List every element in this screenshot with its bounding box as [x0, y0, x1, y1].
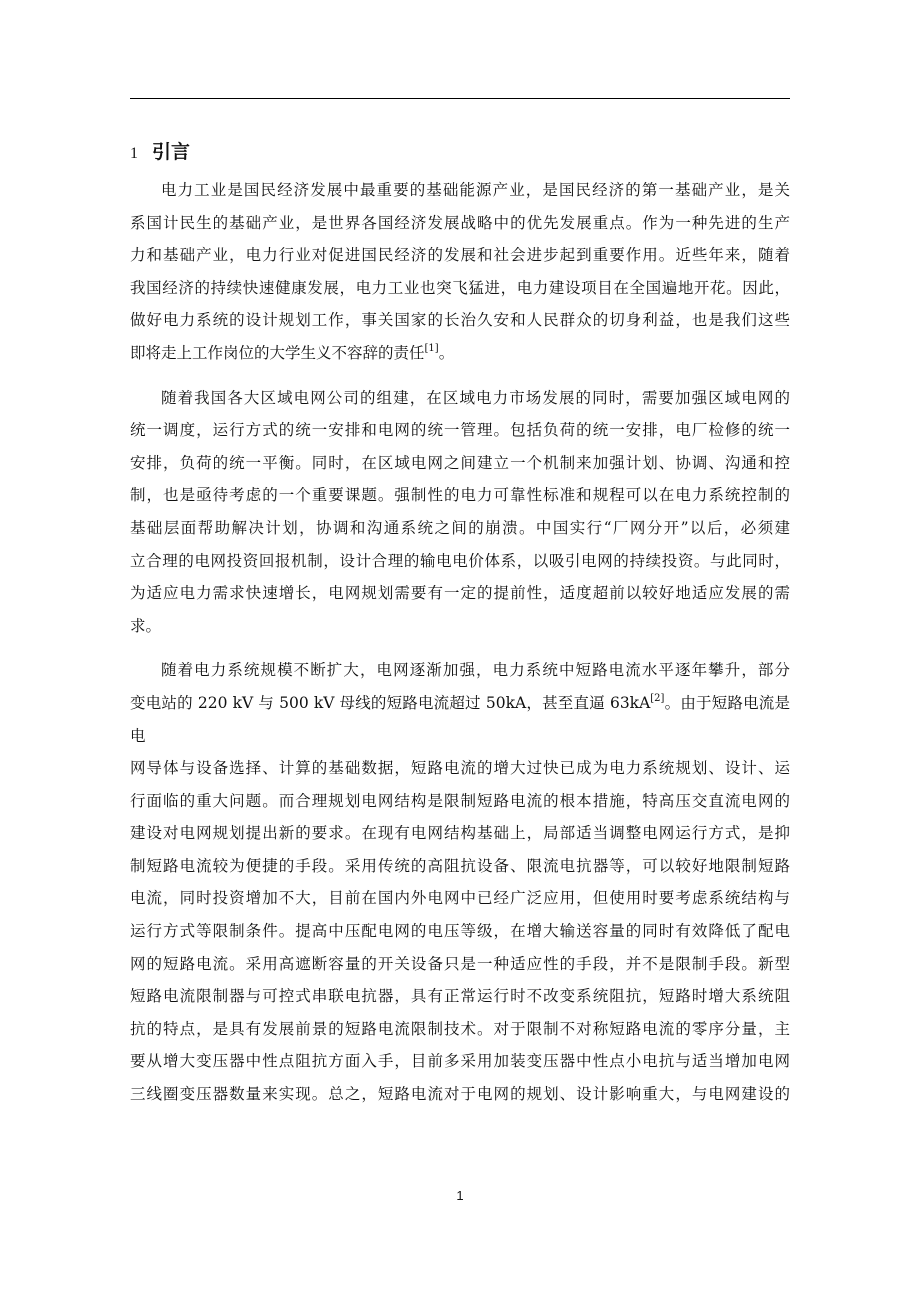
paragraph-line: 电流，同时投资增加不大，目前在国内外电网中已经广泛应用，但使用时要考虑系统结构与 [130, 889, 790, 908]
paragraph-3 [130, 654, 790, 1110]
section-number: 1 [130, 145, 138, 162]
paragraph-line: 我国经济的持续快速健康发展，电力工业也突飞猛进，电力建设项目在全国遍地开花。因此， [130, 278, 790, 297]
paragraph-line: 做好电力系统的设计规划工作，事关国家的长治久安和人民群众的切身利益，也是我们这些 [130, 311, 790, 330]
page-number: 1 [456, 1188, 464, 1203]
paragraph-line-text: 变电站的 220 kV 与 500 kV 母线的短路电流超过 50kA，甚至直逼 63kA [130, 693, 651, 712]
body-text [130, 174, 790, 1123]
paragraph-line-tail: 。 [438, 343, 455, 362]
paragraph-line: 统一调度，运行方式的统一安排和电网的统一管理。包括负荷的统一安排，电厂检修的统一 [130, 421, 790, 440]
paragraph-line: 随着我国各大区域电网公司的组建，在区域电力市场发展的同时，需要加强区域电网的 [161, 388, 790, 407]
section-heading [130, 138, 190, 168]
paragraph-line: 行面临的重大问题。而合理规划电网结构是限制短路电流的根本措施，特高压交直流电网的 [130, 791, 790, 810]
paragraph-line: 系国计民生的基础产业，是世界各国经济发展战略中的优先发展重点。作为一种先进的生产 [130, 213, 790, 232]
paragraph-1 [130, 174, 790, 370]
paragraph-line: 求。 [130, 616, 162, 635]
paragraph-line: 运行方式等限制条件。提高中压配电网的电压等级，在增大输送容量的同时有效降低了配电 [130, 922, 790, 941]
citation-ref-2[interactable]: [2] [650, 692, 665, 704]
paragraph-line: 安排，负荷的统一平衡。同时，在区域电网之间建立一个机制来加强计划、协调、沟通和控 [130, 453, 790, 472]
paragraph-line: 力和基础产业，电力行业对促进国民经济的发展和社会进步起到重要作用。近些年来，随着 [130, 246, 790, 265]
paragraph-line: 建设对电网规划提出新的要求。在现有电网结构基础上，局部适当调整电网运行方式，是抑 [130, 824, 790, 843]
paragraph-line-text: 即将走上工作岗位的大学生义不容辞的责任 [130, 343, 425, 362]
paragraph-line: 立合理的电网投资回报机制，设计合理的输电电价体系，以吸引电网的持续投资。与此同时， [130, 551, 790, 570]
paragraph-line: 制短路电流较为便捷的手段。采用传统的高阻抗设备、限流电抗器等，可以较好地限制短路 [130, 856, 790, 875]
paragraph-line: 随着电力系统规模不断扩大，电网逐渐加强，电力系统中短路电流水平逐年攀升，部分 [161, 661, 790, 680]
paragraph-line: 抗的特点，是具有发展前景的短路电流限制技术。对于限制不对称短路电流的零序分量，主 [130, 1019, 790, 1038]
paragraph-line: 网的短路电流。采用高遮断容量的开关设备只是一种适应性的手段，并不是限制手段。新型 [130, 954, 790, 973]
paragraph-line: 基础层面帮助解决计划，协调和沟通系统之间的崩溃。中国实行“厂网分开”以后，必须建 [130, 518, 790, 537]
paragraph-line: 为适应电力需求快速增长，电网规划需要有一定的提前性，适度超前以较好地适应发展的需 [130, 584, 790, 603]
paragraph-line-with-citation [130, 687, 790, 752]
citation-ref-1[interactable]: [1] [424, 342, 439, 354]
section-title: 引言 [152, 141, 191, 163]
paragraph-line: 三线圈变压器数量来实现。总之，短路电流对于电网的规划、设计影响重大，与电网建设的 [130, 1085, 790, 1104]
paragraph-line-with-citation [130, 337, 790, 370]
paragraph-line: 要从增大变压器中性点阻抗方面入手，目前多采用加装变压器中性点小电抗与适当增加电网 [130, 1052, 790, 1071]
paragraph-line: 电力工业是国民经济发展中最重要的基础能源产业，是国民经济的第一基础产业，是关 [161, 181, 790, 199]
header-rule [130, 98, 790, 99]
paragraph-line: 短路电流限制器与可控式串联电抗器，具有正常运行时不改变系统阻抗，短路时增大系统阻 [130, 987, 790, 1006]
paragraph-line: 网导体与设备选择、计算的基础数据，短路电流的增大过快已成为电力系统规划、设计、运 [130, 759, 790, 778]
paragraph-line-tail: 。由于短路电流是电 [130, 693, 790, 745]
paragraph-line: 制，也是亟待考虑的一个重要课题。强制性的电力可靠性标准和规程可以在电力系统控制的 [130, 486, 790, 505]
paragraph-2 [130, 382, 790, 643]
